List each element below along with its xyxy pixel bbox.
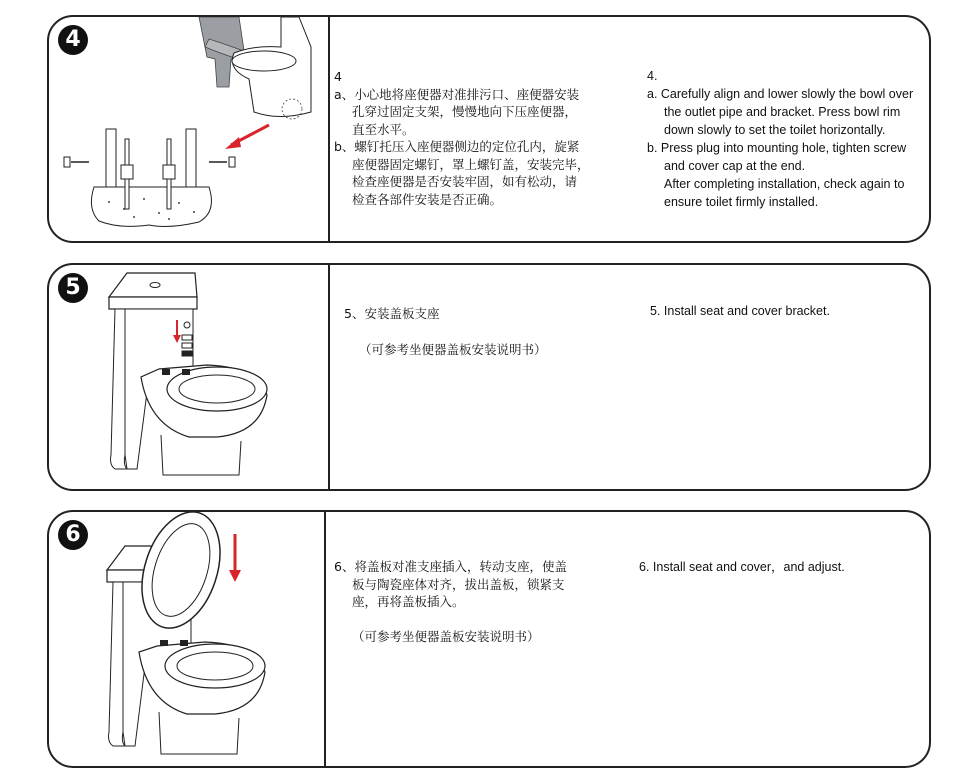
step-4-en-b-line: and cover cap at the end. — [664, 159, 806, 173]
step-5-illustration — [49, 265, 329, 489]
step-6-panel — [47, 510, 931, 768]
step-4-english-text — [647, 67, 913, 211]
step-6-zh-line: 座，再将盖板插入。 — [352, 594, 465, 609]
step-5-en-title: 5. Install seat and cover bracket. — [650, 304, 830, 318]
step-4-panel — [47, 15, 931, 243]
toilet-bracket-drawing — [49, 265, 329, 491]
step-5-zh-note: （可参考坐便器盖板安装说明书） — [359, 342, 547, 357]
step-4-zh-b-line: 检查各部件安装是否正确。 — [352, 191, 503, 207]
step-4-zh-a-line: 直至水平。 — [352, 121, 415, 137]
step-4-en-b-line: b. Press plug into mounting hole, tighten screw — [647, 141, 907, 155]
step-6-zh-line: 6、将盖板对准支座插入，转动支座，使盖 — [334, 559, 567, 574]
column-divider — [324, 512, 326, 766]
step-4-en-b-line: After completing installation, check again to — [664, 177, 905, 191]
step-number-badge: 6 — [58, 520, 88, 550]
step-5-zh-title: 5、安装盖板支座 — [344, 306, 440, 321]
step-4-zh-a-line: 孔穿过固定支架，慢慢地向下压座便器， — [352, 104, 578, 119]
step-4-en-a-line: the outlet pipe and bracket. Press bowl rim — [664, 105, 901, 119]
step-4-zh-number: 4 — [334, 69, 342, 84]
step-4-en-number: 4. — [647, 69, 658, 83]
step-6-en-title: 6. Install seat and cover，and adjust. — [639, 560, 845, 574]
step-4-zh-b-line: 检查座便器是否安装牢固，如有松动，请 — [352, 174, 578, 189]
column-divider — [328, 265, 330, 489]
step-4-en-a-line: down slowly to set the toilet horizontally. — [664, 123, 886, 137]
step-4-zh-b-line: 座便器固定螺钉，罩上螺钉盖，安装完毕， — [352, 156, 590, 172]
step-6-illustration — [49, 512, 325, 766]
step-4-zh-b-line: b、螺钉托压入座便器侧边的定位孔内，旋紧 — [334, 139, 580, 154]
step-4-chinese-text — [334, 68, 590, 208]
toilet-seat-drawing — [49, 512, 325, 768]
step-6-chinese-text — [334, 558, 567, 611]
step-number-badge: 5 — [58, 273, 88, 303]
toilet-installation-drawing — [49, 17, 329, 243]
step-4-illustration — [49, 17, 329, 241]
step-4-zh-a-line: a、小心地将座便器对准排污口、座便器安装 — [334, 86, 580, 102]
step-5-panel — [47, 263, 931, 491]
step-6-zh-note: （可参考坐便器盖板安装说明书） — [352, 629, 540, 644]
step-number-badge: 4 — [58, 25, 88, 55]
column-divider — [328, 17, 330, 241]
step-6-zh-line: 板与陶瓷座体对齐，拔出盖板，锁紧支 — [352, 576, 565, 592]
step-4-en-a-line: a. Carefully align and lower slowly the bowl over — [647, 87, 914, 101]
step-4-en-b-line: ensure toilet firmly installed. — [664, 195, 819, 209]
